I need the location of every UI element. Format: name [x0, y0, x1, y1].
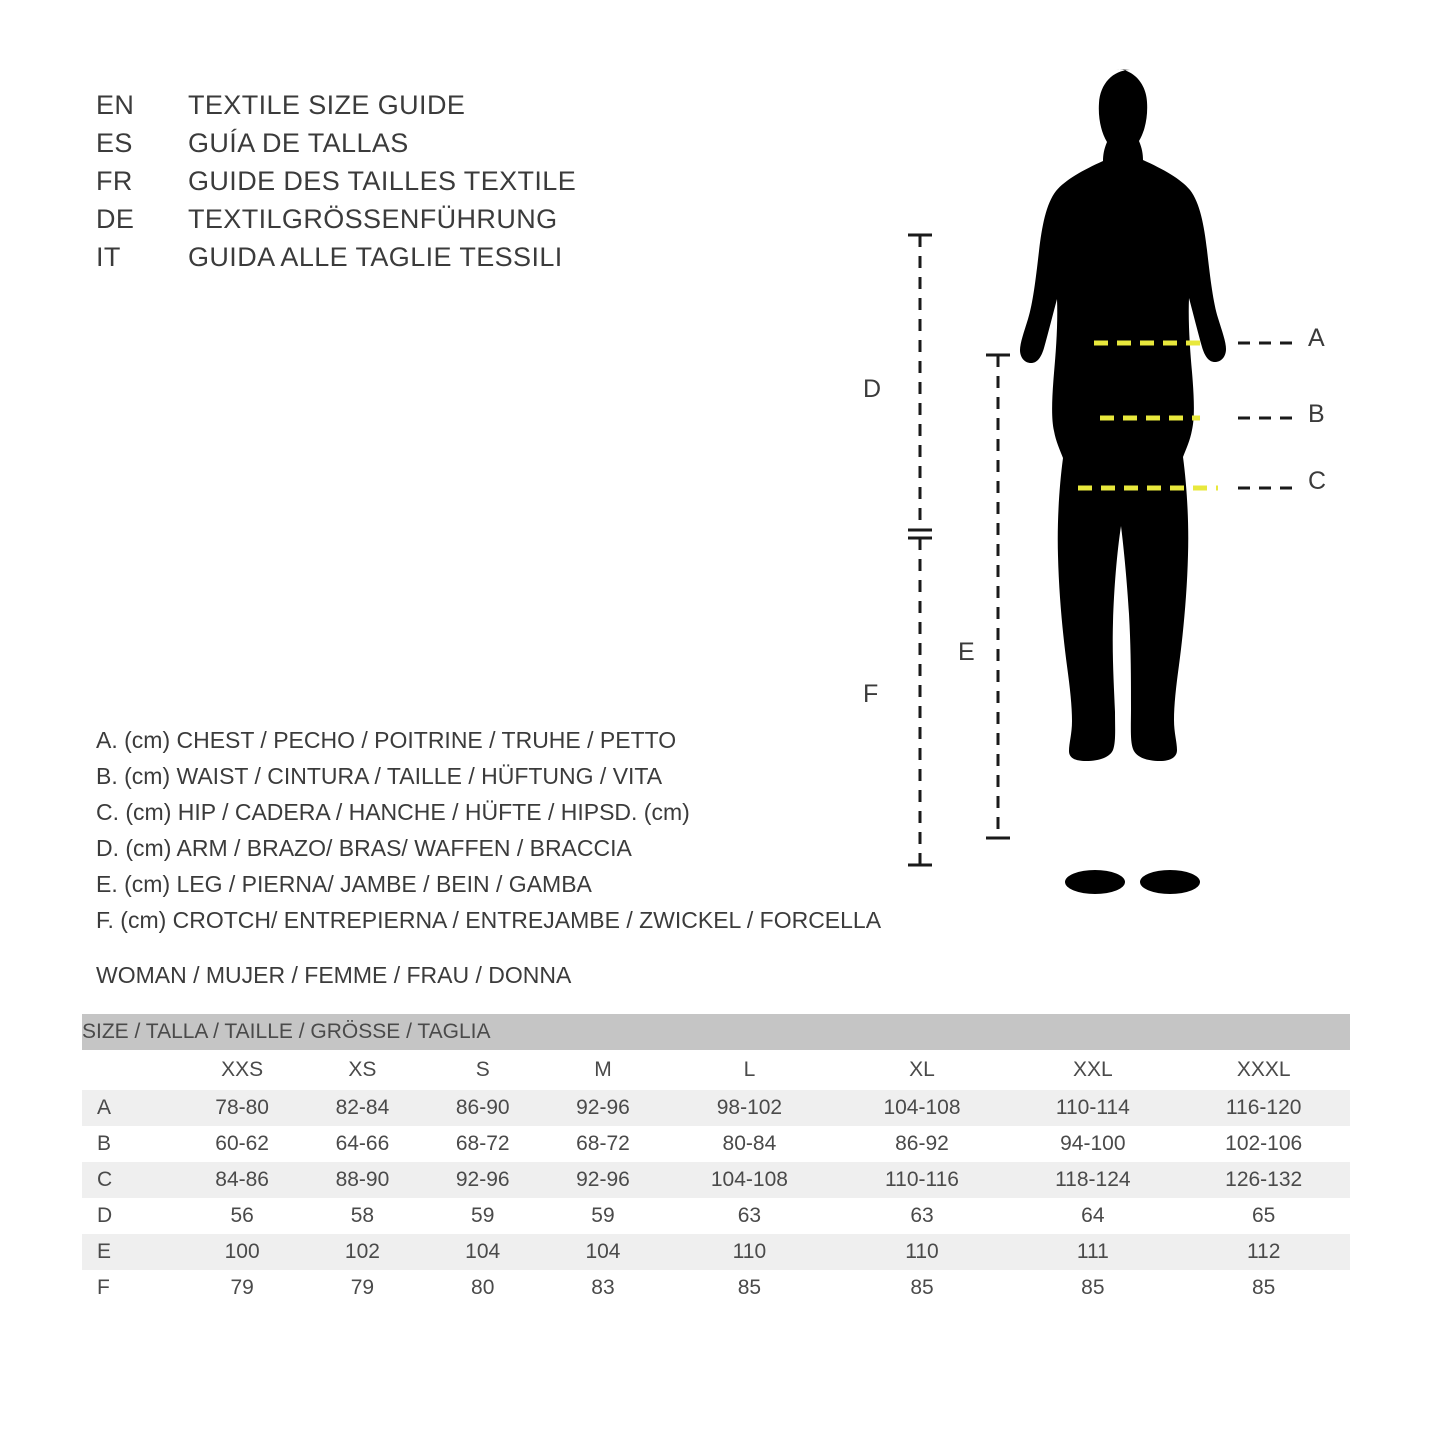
cell: 111	[1008, 1234, 1177, 1270]
table-row	[82, 1198, 1350, 1234]
row-label: E	[82, 1234, 182, 1270]
row-label: C	[82, 1162, 182, 1198]
language-title: TEXTILE SIZE GUIDE	[188, 90, 466, 120]
size-header-xxl: XXL	[1008, 1050, 1177, 1090]
dimension-letter-arm: D	[863, 375, 882, 403]
cell: 63	[663, 1198, 836, 1234]
row-label: D	[82, 1198, 182, 1234]
cell: 100	[182, 1234, 302, 1270]
cell: 59	[423, 1198, 543, 1234]
leg-dimension-bracket	[986, 355, 1010, 838]
cell: 102	[302, 1234, 422, 1270]
cell: 118-124	[1008, 1162, 1177, 1198]
dimension-letter-waist: B	[1308, 400, 1325, 428]
cell: 85	[663, 1270, 836, 1306]
legend-item-d: D. (cm) ARM / BRAZO/ BRAS/ WAFFEN / BRACCIA	[96, 835, 632, 861]
language-code: FR	[96, 166, 133, 196]
cell: 92-96	[543, 1090, 663, 1126]
cell: 82-84	[302, 1090, 422, 1126]
cell: 65	[1177, 1198, 1350, 1234]
cell: 88-90	[302, 1162, 422, 1198]
table-sizes-row	[82, 1050, 1350, 1090]
cell: 102-106	[1177, 1126, 1350, 1162]
leader-lines	[1238, 343, 1298, 488]
size-header-s: S	[423, 1050, 543, 1090]
cell: 59	[543, 1198, 663, 1234]
cell: 84-86	[182, 1162, 302, 1198]
size-header-xxxl: XXXL	[1177, 1050, 1350, 1090]
cell: 64-66	[302, 1126, 422, 1162]
table-band-row	[82, 1014, 1350, 1050]
size-header-xxs: XXS	[182, 1050, 302, 1090]
language-code: ES	[96, 128, 133, 158]
cell: 92-96	[543, 1162, 663, 1198]
size-header-l: L	[663, 1050, 836, 1090]
cell: 79	[182, 1270, 302, 1306]
legend-item-c: C. (cm) HIP / CADERA / HANCHE / HÜFTE / HIPSD. (cm)	[96, 799, 690, 825]
cell: 63	[836, 1198, 1009, 1234]
table-row	[82, 1090, 1350, 1126]
cell: 86-92	[836, 1126, 1009, 1162]
language-code: EN	[96, 90, 135, 120]
cell: 78-80	[182, 1090, 302, 1126]
language-title: GUIDE DES TAILLES TEXTILE	[188, 166, 577, 196]
cell: 80	[423, 1270, 543, 1306]
table-row	[82, 1162, 1350, 1198]
cell: 126-132	[1177, 1162, 1350, 1198]
table-band-label: SIZE / TALLA / TAILLE / GRÖSSE / TAGLIA	[82, 1014, 1350, 1050]
cell: 85	[836, 1270, 1009, 1306]
language-row-it	[96, 242, 756, 280]
corner-cell	[82, 1050, 182, 1090]
language-row-en	[96, 90, 756, 128]
cell: 104-108	[836, 1090, 1009, 1126]
size-header-m: M	[543, 1050, 663, 1090]
cell: 110	[663, 1234, 836, 1270]
cell: 104-108	[663, 1162, 836, 1198]
cell: 68-72	[423, 1126, 543, 1162]
language-row-de	[96, 204, 756, 242]
size-table	[82, 1014, 1350, 1306]
row-label: F	[82, 1270, 182, 1306]
cell: 110-116	[836, 1162, 1009, 1198]
language-row-es	[96, 128, 756, 166]
dimension-letter-crotch: F	[863, 680, 879, 708]
cell: 86-90	[423, 1090, 543, 1126]
cell: 92-96	[423, 1162, 543, 1198]
dimension-letter-chest: A	[1308, 324, 1325, 352]
language-title-block	[96, 90, 756, 280]
dimension-letter-hip: C	[1308, 467, 1327, 495]
cell: 85	[1177, 1270, 1350, 1306]
cell: 110	[836, 1234, 1009, 1270]
cell: 104	[543, 1234, 663, 1270]
size-table-wrap	[82, 1014, 1350, 1306]
arm-dimension-bracket	[908, 235, 932, 530]
cell: 80-84	[663, 1126, 836, 1162]
size-header-xl: XL	[836, 1050, 1009, 1090]
cell: 94-100	[1008, 1126, 1177, 1162]
table-row	[82, 1234, 1350, 1270]
cell: 64	[1008, 1198, 1177, 1234]
legend-item-e: E. (cm) LEG / PIERNA/ JAMBE / BEIN / GAMBA	[96, 871, 592, 897]
language-title: GUÍA DE TALLAS	[188, 128, 409, 158]
language-code: DE	[96, 204, 135, 234]
cell: 79	[302, 1270, 422, 1306]
cell: 112	[1177, 1234, 1350, 1270]
cell: 60-62	[182, 1126, 302, 1162]
language-row-fr	[96, 166, 756, 204]
language-title: TEXTILGRÖSSENFÜHRUNG	[188, 204, 558, 234]
legend-block	[96, 722, 926, 938]
cell: 98-102	[663, 1090, 836, 1126]
cell: 83	[543, 1270, 663, 1306]
cell: 110-114	[1008, 1090, 1177, 1126]
legend-item-f: F. (cm) CROTCH/ ENTREPIERNA / ENTREJAMBE / ZWICKEL / FORCELLA	[96, 907, 882, 933]
language-title: GUIDA ALLE TAGLIE TESSILI	[188, 242, 563, 272]
cell: 116-120	[1177, 1090, 1350, 1126]
size-header-xs: XS	[302, 1050, 422, 1090]
cell: 104	[423, 1234, 543, 1270]
dimension-letter-leg: E	[958, 638, 975, 666]
row-label: A	[82, 1090, 182, 1126]
cell: 85	[1008, 1270, 1177, 1306]
row-label: B	[82, 1126, 182, 1162]
legend-item-b: B. (cm) WAIST / CINTURA / TAILLE / HÜFTUNG / VITA	[96, 763, 663, 789]
cell: 58	[302, 1198, 422, 1234]
gender-label: WOMAN / MUJER / FEMME / FRAU / DONNA	[96, 962, 572, 988]
language-code: IT	[96, 242, 121, 272]
table-row	[82, 1270, 1350, 1306]
cell: 56	[182, 1198, 302, 1234]
legend-item-a: A. (cm) CHEST / PECHO / POITRINE / TRUHE / PETTO	[96, 727, 677, 753]
cell: 68-72	[543, 1126, 663, 1162]
silhouette-shape	[1020, 69, 1226, 894]
table-row	[82, 1126, 1350, 1162]
